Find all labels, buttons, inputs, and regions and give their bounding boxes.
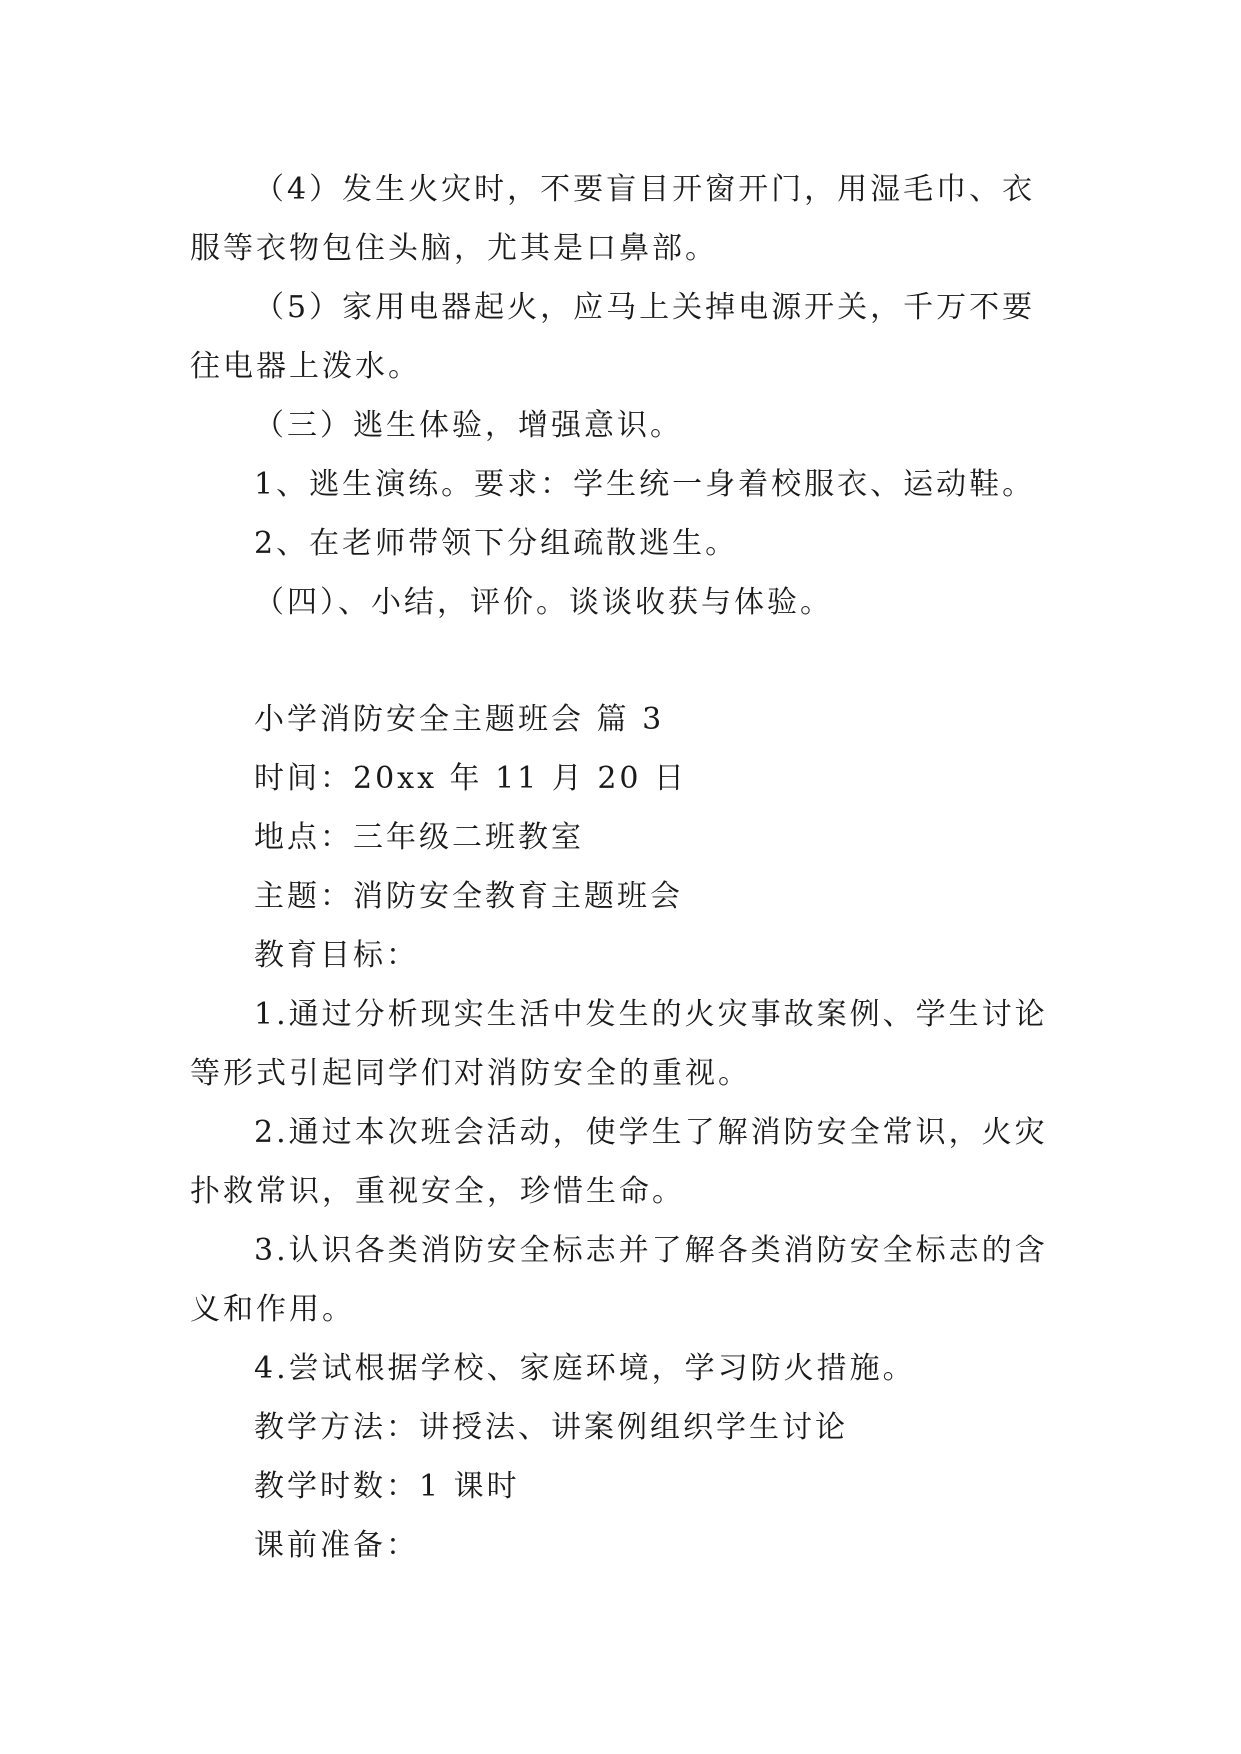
meta-time: 时间：20xx 年 11 月 20 日 [254, 761, 688, 796]
meta-theme: 主题：消防安全教育主题班会 [254, 879, 683, 914]
goals-heading: 教育目标： [254, 938, 419, 973]
meta-place: 地点：三年级二班教室 [254, 820, 584, 855]
teaching-method: 教学方法：讲授法、讲案例组织学生讨论 [254, 1410, 848, 1445]
teaching-hours: 教学时数：1 课时 [254, 1469, 520, 1504]
goal-item-3: 3.认识各类消防安全标志并了解各类消防安全标志的含义和作用。 [190, 1233, 1048, 1327]
goal-item-2: 2.通过本次班会活动，使学生了解消防安全常识，火灾扑救常识，重视安全，珍惜生命。 [190, 1115, 1048, 1209]
goal-item-4: 4.尝试根据学校、家庭环境，学习防火措施。 [254, 1351, 916, 1386]
paragraph-fire-escape-tip-4: （4）发生火灾时，不要盲目开窗开门，用湿毛巾、衣服等衣物包住头脑，尤其是口鼻部。 [190, 172, 1036, 266]
paragraph-fire-escape-tip-5: （5）家用电器起火，应马上关掉电源开关，千万不要往电器上泼水。 [190, 290, 1036, 384]
section-title: 小学消防安全主题班会 篇 3 [254, 702, 665, 737]
paragraph-section-four: （四）、小结，评价。谈谈收获与体验。 [254, 585, 833, 620]
goal-item-1: 1.通过分析现实生活中发生的火灾事故案例、学生讨论等形式引起同学们对消防安全的重视。 [190, 997, 1048, 1091]
paragraph-section-three: （三）逃生体验，增强意识。 [254, 408, 683, 443]
paragraph-drill-1: 1、逃生演练。要求：学生统一身着校服衣、运动鞋。 [254, 467, 1036, 502]
preparation-heading: 课前准备： [254, 1528, 419, 1563]
paragraph-drill-2: 2、在老师带领下分组疏散逃生。 [254, 526, 739, 561]
section-spacer [190, 632, 1050, 690]
document-body [190, 160, 1050, 1575]
